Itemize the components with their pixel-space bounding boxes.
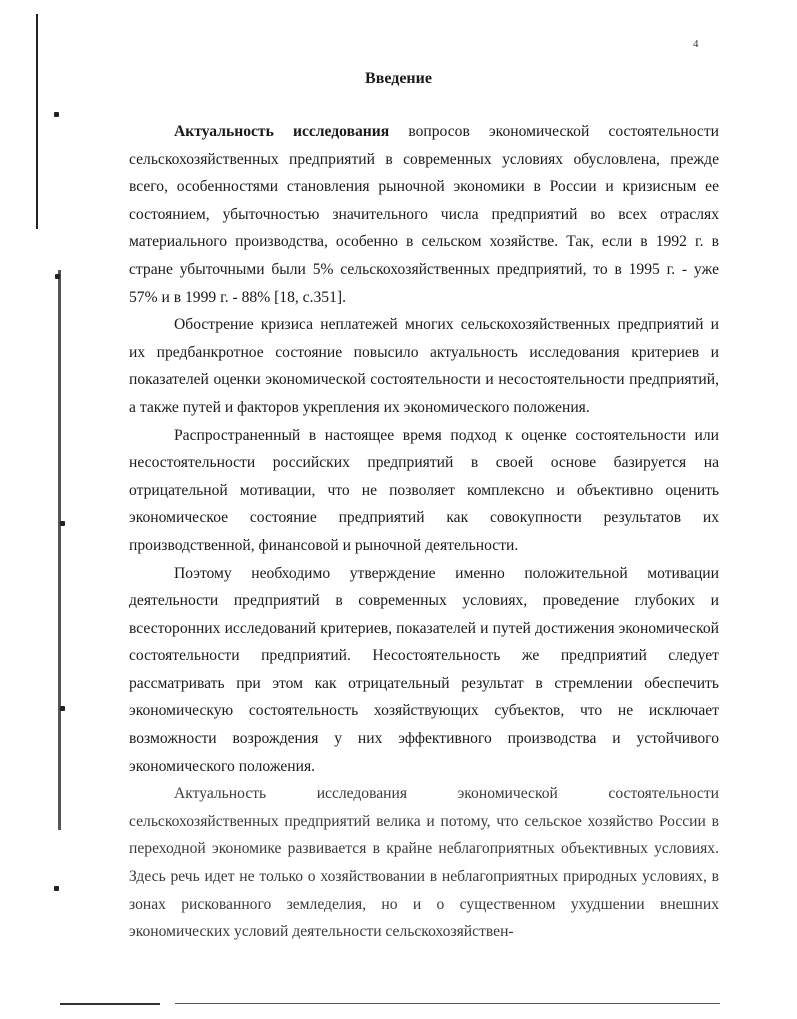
paragraph-lead: Актуальность исследования — [174, 123, 390, 140]
scan-mark — [60, 706, 65, 711]
scan-bottom-line — [175, 1003, 720, 1004]
scan-bottom-line — [60, 1003, 160, 1005]
page-number: 4 — [693, 38, 699, 50]
paragraph-text: вопросов экономической состоятельности сельскохозяйственных предприятий в современных условиях обусловлена, прежде всего, особенностями становления рыночной экономики в России и кризисным ее состоянием, убыточностью значительного числа предприятий во всех отраслях материального производства, особенно в сельском хозяйстве. Так, если в 1992 г. в стране убыточными были 5% сельскохозяйственных предприятий, то в 1995 г. - уже 57% и в 1999 г. - 88% [18, с.351]. — [129, 123, 719, 306]
scan-edge-line — [58, 270, 61, 830]
body-text — [129, 118, 719, 946]
paragraph: Актуальность исследования экономической состоятельности сельскохозяйственных предприятий велика и потому, что сельское хозяйство России в переходной экономике развивается в крайне неблагоприятных объективных условиях. Здесь речь идет не только о хозяйствовании в неблагоприятных природных условиях, в зонах рискованного земледелия, но и о существенном ухудшении внешних экономических условий деятельности сельскохозяйствен- — [129, 785, 719, 941]
paragraph — [129, 118, 719, 311]
scan-mark — [54, 112, 59, 117]
scan-mark — [60, 521, 65, 526]
page-title: Введение — [365, 70, 432, 87]
scan-mark — [54, 886, 59, 891]
paragraph: Поэтому необходимо утверждение именно положительной мотивации деятельности предприятий в современных условиях, проведение глубоких и всесторонних исследований критериев, показателей и путей достижения экономической состоятельности предприятий. Несостоятельность же предприятий следует рассматривать при этом как отрицательный результат в стремлении обеспечить экономическую состоятельность хозяйствующих субъектов, что не исключает возможности возрождения у них эффективного производства и устойчивого экономического положения. — [129, 564, 719, 775]
paragraph: Обострение кризиса неплатежей многих сельскохозяйственных предприятий и их предбанкротное состояние повысило актуальность исследования критериев и показателей оценки экономической состоятельности и несостоятельности предприятий, а также путей и факторов укрепления их экономического положения. — [129, 316, 719, 416]
scan-edge-line — [36, 14, 38, 229]
paragraph: Распространенный в настоящее время подход к оценке состоятельности или несостоятельности российских предприятий в своей основе базируется на отрицательной мотивации, что не позволяет комплексно и объективно оценить экономическое состояние предприятий как совокупности результатов их производственной, финансовой и рыночной деятельности. — [129, 426, 719, 554]
scan-mark — [55, 274, 60, 279]
